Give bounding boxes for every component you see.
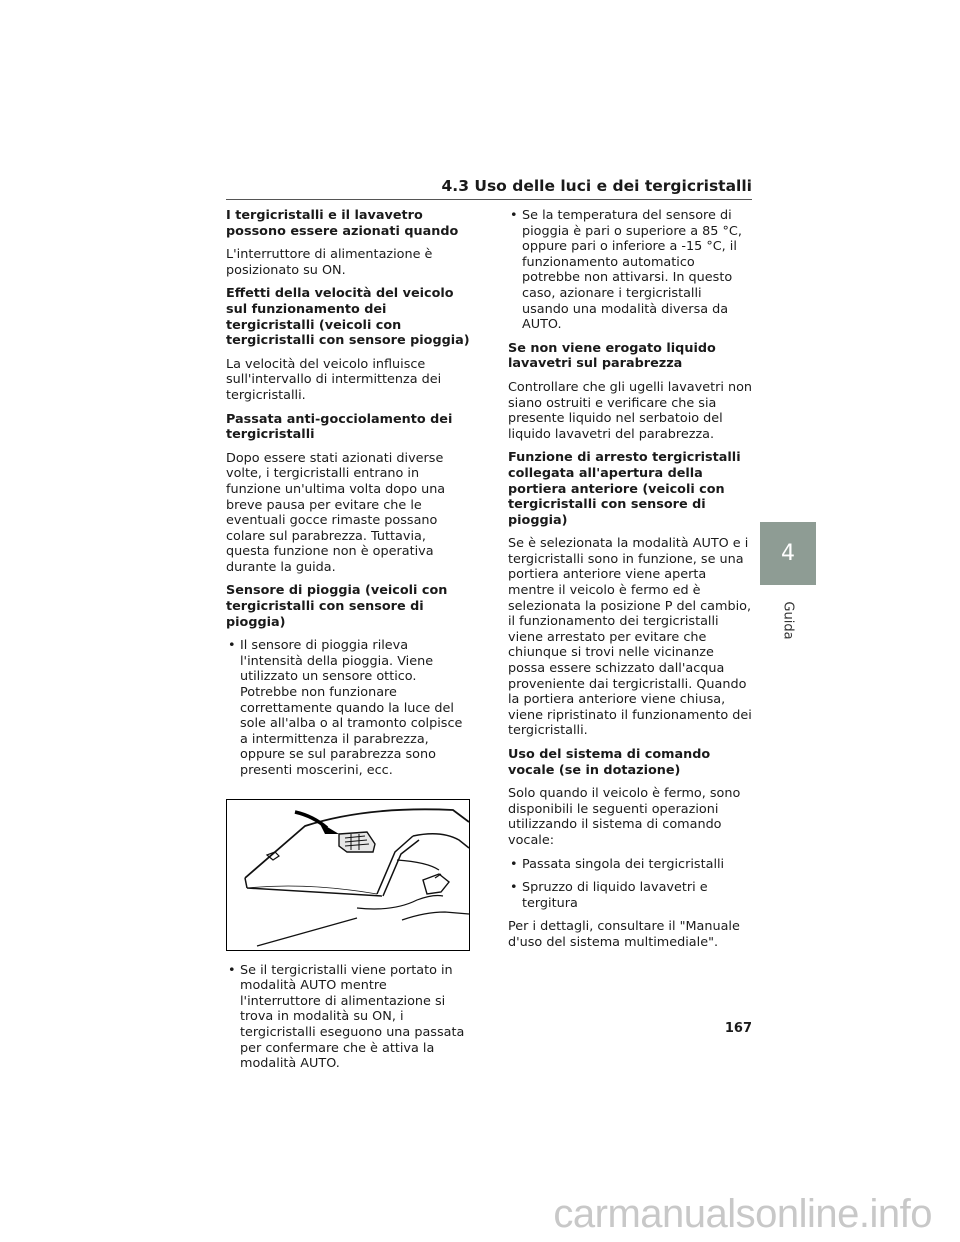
paragraph-anti-drip: Dopo essere stati azionati diverse volte, i tergicristalli entrano in funzione un'ultima volta dopo una breve pausa per evitare che le eventuali gocce rimaste possano colare sul parabrezza. Tuttavia, questa funzione non è operativa durante la guida. xyxy=(226,450,446,575)
heading-anti-drip: Passata anti-gocciolamento dei tergicristalli xyxy=(226,411,453,443)
chapter-label xyxy=(760,600,816,640)
page-number: 167 xyxy=(724,1021,752,1036)
heading-door-stop: Funzione di arresto tergicristalli collegata all'apertura della portiera anteriore (veicoli con tergicristalli con sensore di pioggia) xyxy=(508,450,741,528)
right-column xyxy=(508,208,752,959)
left-column xyxy=(226,208,470,1080)
paragraph-door-stop: Se è selezionata la modalità AUTO e i tergicristalli sono in funzione, se una portiera anteriore viene aperta mentre il veicolo è fermo ed è selezionata la posizione P del cambio, il funzionamento dei tergicristalli viene arrestato per evitare che chiunque si trovi nelle vicinanze possa essere schizzato dall'acqua proveniente dai tergicristalli. Quando la portiera anteriore viene chiusa, viene ripristinato il funzionamento dei tergicristalli. xyxy=(508,536,752,739)
list-item: • Il sensore di pioggia rileva l'intensità della pioggia. Viene utilizzato un sensore ottico. Potrebbe non funzionare correttamente quando la luce del sole all'alba o al tramonto colpisce a intermittenza il parabrezza, oppure se sul parabrezza sono presenti moscerini, ecc. xyxy=(226,638,470,778)
watermark: carmanualsonline.info xyxy=(553,1192,932,1236)
paragraph-voice-command: Solo quando il veicolo è fermo, sono disponibili le seguenti operazioni utilizzando il sistema di comando vocale: xyxy=(508,786,741,848)
auto-mode-list xyxy=(226,963,470,1072)
heading-washer-fluid: Se non viene erogato liquido lavavetri sul parabrezza xyxy=(508,340,716,372)
rain-sensor-illustration xyxy=(226,799,470,951)
paragraph-power-switch: L'interruttore di alimentazione è posizionato su ON. xyxy=(226,247,433,278)
heading-vehicle-speed: Effetti della velocità del veicolo sul funzionamento dei tergicristalli (veicoli con tergicristalli con sensore pioggia) xyxy=(226,286,470,349)
paragraph-details: Per i dettagli, consultare il "Manuale d'uso del sistema multimediale". xyxy=(508,919,740,950)
list-item: • Passata singola dei tergicristalli xyxy=(508,857,752,873)
list-item: • Se il tergicristalli viene portato in modalità AUTO mentre l'interruttore di alimentazione si trova in modalità su ON, i tergicristalli eseguono una passata per confermare che è attiva la modalità AUTO. xyxy=(226,963,470,1072)
heading-voice-command: Uso del sistema di comando vocale (se in dotazione) xyxy=(508,747,711,778)
list-item: • Se la temperatura del sensore di pioggia è pari o superiore a 85 °C, oppure pari o inferiore a -15 °C, il funzionamento automatico potrebbe non attivarsi. In questo caso, azionare i tergicristalli usando una modalità diversa da AUTO. xyxy=(508,208,752,333)
voice-operations-list xyxy=(508,857,752,912)
heading-rain-sensor: Sensore di pioggia (veicoli con tergicristalli con sensore di pioggia) xyxy=(226,583,448,630)
temperature-list xyxy=(508,208,752,333)
rain-sensor-icon xyxy=(339,832,375,852)
section-title: 4.3 Uso delle luci e dei tergicristalli xyxy=(441,177,752,195)
paragraph-vehicle-speed: La velocità del veicolo influisce sull'intervallo di intermittenza dei tergicristalli. xyxy=(226,356,442,403)
heading-wipers-operable: I tergicristalli e il lavavetro possono essere azionati quando xyxy=(226,208,459,239)
windshield-drawing xyxy=(227,800,469,950)
header-divider xyxy=(226,199,752,200)
paragraph-washer-fluid: Controllare che gli ugelli lavavetri non siano ostruiti e verificare che sia presente liquido nel serbatoio del liquido lavavetri del parabrezza. xyxy=(508,379,753,442)
chapter-tab: 4 xyxy=(760,522,816,585)
rain-sensor-list xyxy=(226,638,470,778)
chapter-label-text: Guida xyxy=(780,600,796,640)
list-item: • Spruzzo di liquido lavavetri e tergitura xyxy=(508,880,752,911)
